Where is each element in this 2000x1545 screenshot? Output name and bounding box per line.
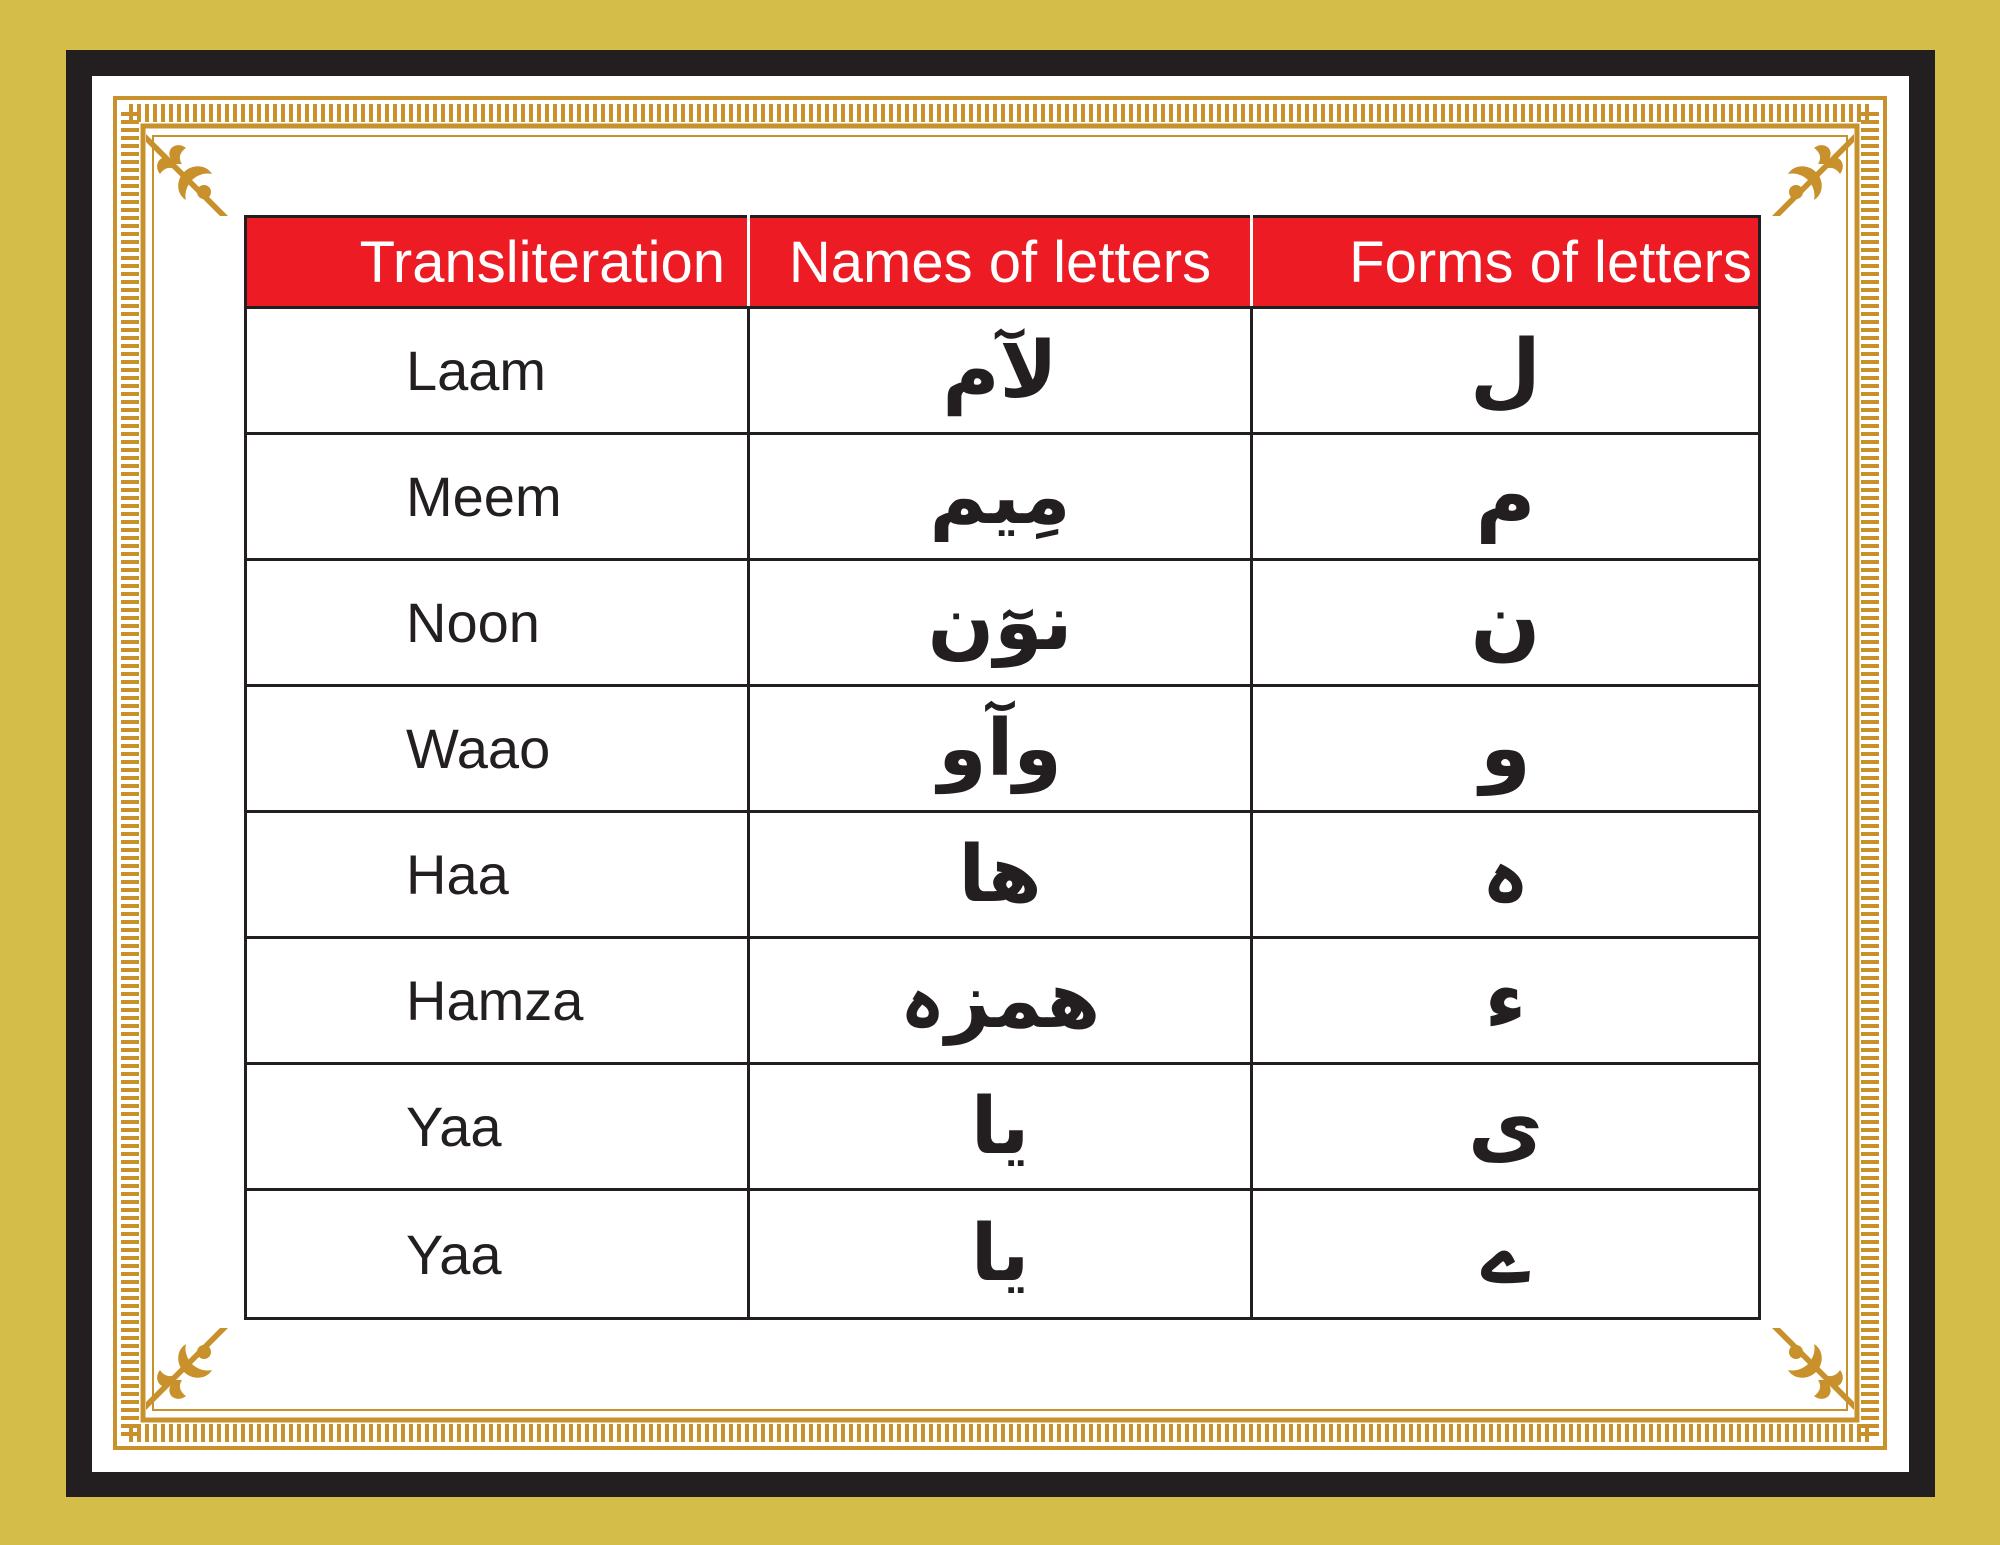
table-row (246, 560, 1760, 686)
transliteration-cell: Waao (246, 686, 749, 812)
table-header-row (246, 217, 1760, 308)
letter-form-cell: ل (1252, 308, 1760, 434)
letters-table (244, 215, 1761, 1320)
letter-name-cell: وآو (749, 686, 1252, 812)
letter-form-cell: ی (1252, 1064, 1760, 1190)
transliteration-cell: Yaa (246, 1064, 749, 1190)
header-names-of-letters: Names of letters (749, 217, 1252, 308)
header-forms-of-letters: Forms of letters (1252, 217, 1760, 308)
table-row (246, 1190, 1760, 1319)
letter-form-cell: ہ (1252, 812, 1760, 938)
letter-name-cell: یا (749, 1190, 1252, 1319)
table-row (246, 938, 1760, 1064)
transliteration-cell: Meem (246, 434, 749, 560)
letter-name-cell: لآم (749, 308, 1252, 434)
letter-form-cell: ن (1252, 560, 1760, 686)
letter-name-cell: ھا (749, 812, 1252, 938)
letter-form-cell: م (1252, 434, 1760, 560)
transliteration-cell: Noon (246, 560, 749, 686)
transliteration-cell: Yaa (246, 1190, 749, 1319)
letter-name-cell: مِیم (749, 434, 1252, 560)
transliteration-cell: Haa (246, 812, 749, 938)
letter-form-cell: ے (1252, 1190, 1760, 1319)
table-row (246, 686, 1760, 812)
letter-name-cell: ھمزہ (749, 938, 1252, 1064)
table-row (246, 1064, 1760, 1190)
table-row (246, 812, 1760, 938)
table-row (246, 434, 1760, 560)
letter-form-cell: ء (1252, 938, 1760, 1064)
transliteration-cell: Laam (246, 308, 749, 434)
letter-name-cell: یا (749, 1064, 1252, 1190)
transliteration-cell: Hamza (246, 938, 749, 1064)
table-row (246, 308, 1760, 434)
letter-form-cell: و (1252, 686, 1760, 812)
header-transliteration: Transliteration (246, 217, 749, 308)
letter-name-cell: نوٓن (749, 560, 1252, 686)
